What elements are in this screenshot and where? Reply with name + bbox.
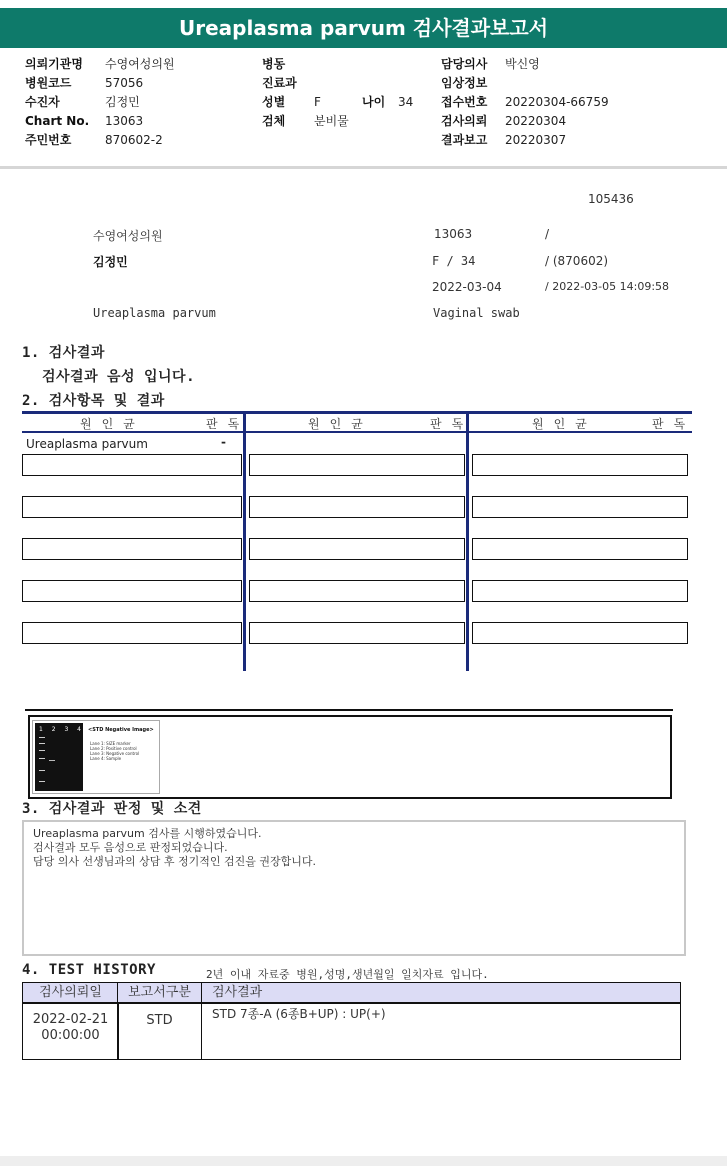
result-box xyxy=(472,454,688,476)
info-hospital: 수영여성의원 xyxy=(93,229,163,243)
sex-value: F xyxy=(314,95,321,109)
col3-judgement-header: 판독 xyxy=(652,417,696,431)
chart-value: 13063 xyxy=(105,114,144,128)
clinical-label: 임상정보 xyxy=(441,76,488,90)
info-received: 2022-03-04 xyxy=(432,280,502,294)
ward-label: 병동 xyxy=(262,57,286,71)
gel-lane-numbers xyxy=(39,726,81,733)
report-label: 결과보고 xyxy=(441,133,488,147)
header-col-right xyxy=(441,55,711,150)
hospital-label: 의뢰기관명 xyxy=(25,57,83,71)
opinion-line: 검사결과 모두 음성으로 판정되었습니다. xyxy=(33,841,228,854)
results-top-rule xyxy=(22,411,692,414)
patient-value: 김정민 xyxy=(105,95,140,109)
gel-band xyxy=(49,760,55,761)
history-header-date: 검사의뢰일 xyxy=(22,982,119,1004)
hospital-value: 수영여성의원 xyxy=(105,57,175,71)
gel-band xyxy=(39,737,45,738)
info-sex-age: F / 34 xyxy=(432,254,476,268)
info-test: Ureaplasma parvum xyxy=(93,306,216,320)
history-header-type: 보고서구분 xyxy=(117,982,202,1004)
gel-image-frame xyxy=(28,715,672,799)
gel-lane-2: 2 xyxy=(51,726,56,733)
gel-legend-line: Lane 2: Positive control xyxy=(90,746,137,751)
gel-title: <STD Negative Image> xyxy=(88,727,154,733)
result-box xyxy=(249,454,465,476)
gel-image xyxy=(32,720,160,794)
result-box xyxy=(249,622,465,644)
section2-title: 2. 검사항목 및 결과 xyxy=(22,393,165,409)
patient-label: 수진자 xyxy=(25,95,60,109)
col1-judgement-header: 판독 xyxy=(206,417,250,431)
receipt-label: 접수번호 xyxy=(441,95,488,109)
results-divider-1 xyxy=(243,411,246,671)
result-box xyxy=(22,580,242,602)
info-specimen: Vaginal swab xyxy=(433,306,520,320)
history-result: STD 7종-A (6종B+UP) : UP(+) xyxy=(201,1002,681,1060)
history-table xyxy=(22,982,681,1060)
gel-band xyxy=(39,743,45,744)
opinion-box xyxy=(22,820,686,956)
result-box xyxy=(22,454,242,476)
history-type: STD xyxy=(117,1002,202,1060)
history-note: 2년 이내 자료중 병원,성명,생년월일 일치자료 입니다. xyxy=(206,968,489,981)
age-label: 나이 xyxy=(362,95,386,109)
specimen-label: 검체 xyxy=(262,114,286,128)
result-box xyxy=(249,580,465,602)
gel-band xyxy=(39,758,45,759)
info-patient: 김정민 xyxy=(93,255,128,269)
history-row-date xyxy=(22,1002,119,1060)
age-value: 34 xyxy=(398,95,414,109)
results-divider-2 xyxy=(466,411,469,671)
col1-organism-header: 원인균 xyxy=(80,417,145,431)
result-box xyxy=(472,580,688,602)
request-value: 20220304 xyxy=(505,114,567,128)
rrn-label: 주민번호 xyxy=(25,133,72,147)
request-label: 검사의뢰 xyxy=(441,114,488,128)
section1-title: 1. 검사결과 xyxy=(22,345,105,361)
receipt-value: 20220304-66759 xyxy=(505,95,609,109)
gel-top-rule xyxy=(25,709,673,711)
report-title: Ureaplasma parvum 검사결과보고서 xyxy=(0,8,727,48)
info-birth: / (870602) xyxy=(545,254,609,268)
header-col-left xyxy=(25,55,255,150)
gel-legend xyxy=(90,741,139,761)
col3-organism-header: 원인균 xyxy=(532,417,597,431)
gel-legend-line: Lane 1: SIZE marker xyxy=(90,741,131,746)
history-time: 00:00:00 xyxy=(41,1028,100,1043)
page-bottom-bar xyxy=(0,1156,727,1166)
header-separator xyxy=(0,166,727,169)
dept-label: 진료과 xyxy=(262,76,297,90)
info-slash: / xyxy=(545,227,550,241)
gel-legend-line: Lane 4: Sample xyxy=(90,756,122,761)
history-date: 2022-02-21 xyxy=(32,1012,109,1027)
code-value: 57056 xyxy=(105,76,144,90)
gel-lane-1: 1 xyxy=(39,726,43,733)
row1-organism: Ureaplasma parvum xyxy=(26,437,148,451)
gel-photo xyxy=(35,723,83,791)
col2-judgement-header: 판독 xyxy=(430,417,474,431)
opinion-line: 담당 의사 선생님과의 상담 후 정기적인 검진을 권장합니다. xyxy=(33,855,316,868)
doctor-label: 담당의사 xyxy=(441,57,488,71)
section1-result: 검사결과 음성 입니다. xyxy=(42,369,196,385)
header-col-mid xyxy=(262,55,432,131)
report-value: 20220307 xyxy=(505,133,567,147)
report-id: 105436 xyxy=(588,192,634,206)
gel-band xyxy=(39,750,45,751)
result-box xyxy=(22,496,242,518)
result-box xyxy=(249,538,465,560)
result-box xyxy=(472,496,688,518)
section3-title: 3. 검사결과 판정 및 소견 xyxy=(22,801,202,817)
specimen-value: 분비물 xyxy=(314,114,349,128)
chart-label: Chart No. xyxy=(25,114,90,128)
gel-legend-line: Lane 3: Negative control xyxy=(90,751,140,756)
opinion-line: Ureaplasma parvum 검사를 시행하였습니다. xyxy=(33,827,262,840)
gel-band xyxy=(39,781,45,782)
gel-band xyxy=(39,770,45,771)
result-box xyxy=(22,622,242,644)
gel-lane-4: 4 xyxy=(77,726,81,733)
rrn-value: 870602-2 xyxy=(105,133,163,147)
col2-organism-header: 원인균 xyxy=(308,417,373,431)
info-chart: 13063 xyxy=(434,227,473,241)
result-box xyxy=(249,496,465,518)
doctor-value: 박신영 xyxy=(505,57,540,71)
gel-lane-3: 3 xyxy=(64,726,69,733)
result-box xyxy=(472,622,688,644)
history-header-result: 검사결과 xyxy=(201,982,681,1004)
sex-label: 성별 xyxy=(262,95,286,109)
code-label: 병원코드 xyxy=(25,76,72,90)
result-box xyxy=(22,538,242,560)
info-reported: / 2022-03-05 14:09:58 xyxy=(545,280,670,293)
result-box xyxy=(472,538,688,560)
row1-judgement: - xyxy=(221,435,226,449)
section4-title: 4. TEST HISTORY xyxy=(22,962,156,978)
